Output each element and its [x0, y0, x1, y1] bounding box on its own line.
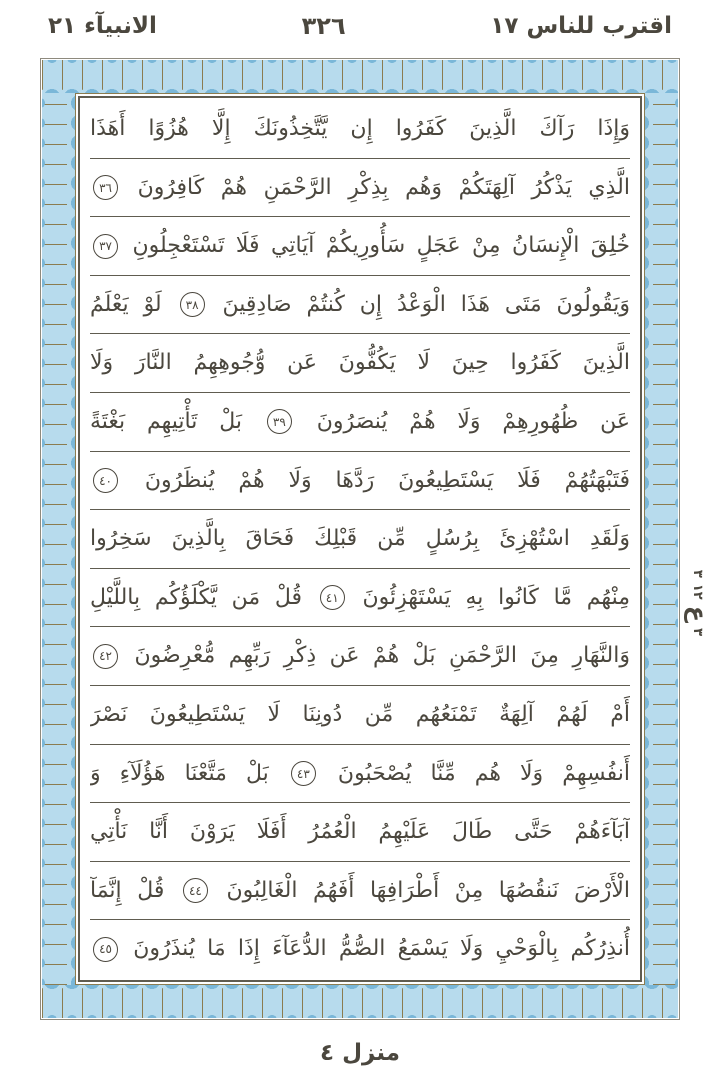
ayah-text: عَن ظُهُورِهِمْ وَلَا هُمْ يُنصَرُونَ: [316, 408, 630, 434]
ayah-text: وَيَقُولُونَ مَتَى هَذَا الْوَعْدُ إِن كُنتُمْ صَادِقِينَ: [222, 291, 630, 317]
quran-line-9: [90, 569, 630, 628]
ayah-text: الَّذِي يَذْكُرُ آلِهَتَكُمْ وَهُم بِذِكْرِ الرَّحْمَنِ هُمْ كَافِرُونَ: [137, 174, 630, 200]
page-footer: [0, 1030, 720, 1076]
quran-line-14: [90, 862, 630, 921]
ruku-count-number: ١٢: [690, 583, 706, 600]
verse-end-marker: ٣٩: [267, 409, 292, 434]
verse-end-marker: ٤١: [320, 585, 345, 610]
ayah-text: آبَآءَهُمْ حَتَّى طَالَ عَلَيْهِمُ الْعُمُرُ أَفَلَا يَرَوْنَ أَنَّا نَأْتِي: [90, 819, 630, 845]
verse-end-marker: ٤٣: [291, 761, 316, 786]
ayah-text: خُلِقَ الْإِنسَانُ مِنْ عَجَلٍ سَأُورِيكُمْ آيَاتِي فَلَا تَسْتَعْجِلُونِ: [132, 233, 630, 259]
ayah-text: قُلْ مَن يَّكْلَؤُكُم بِاللَّيْلِ: [90, 584, 302, 610]
quran-line-12: [90, 745, 630, 804]
verse-end-marker: ٤٥: [93, 937, 118, 962]
quran-line-15: [90, 920, 630, 978]
page-header: [0, 0, 720, 52]
ornamental-frame: [40, 58, 680, 1020]
verse-end-marker: ٤٢: [93, 644, 118, 669]
quran-line-4: [90, 276, 630, 335]
ayah-text: وَالنَّهَارِ مِنَ الرَّحْمَنِ بَلْ هُمْ عَن ذِكْرِ رَبِّهِم مُّعْرِضُونَ: [134, 643, 630, 669]
ayah-text: الْأَرْضَ نَنقُصُهَا مِنْ أَطْرَافِهَا أَفَهُمُ الْغَالِبُونَ: [226, 877, 630, 903]
quran-line-5: [90, 334, 630, 393]
ain-ruku-icon: ع: [684, 605, 712, 623]
manzil-label: منزل ٤: [320, 1040, 400, 1066]
verse-end-marker: ٣٦: [93, 175, 118, 200]
ayah-text: الَّذِينَ كَفَرُوا حِينَ لَا يَكُفُّونَ عَن وُّجُوهِهِمُ النَّارَ وَلَا: [90, 350, 630, 376]
quran-line-11: [90, 686, 630, 745]
ayah-text: أُنذِرُكُم بِالْوَحْيِ وَلَا يَسْمَعُ الصُّمُّ الدُّعَآءَ إِذَا مَا يُنذَرُونَ: [133, 936, 630, 962]
ayah-text: بَلْ مَتَّعْنَا هَؤُلَآءِ وَ: [90, 760, 269, 786]
quran-line-6: [90, 393, 630, 452]
surah-name-label: الانبيآء ٢١: [48, 13, 157, 39]
border-band-right: [644, 93, 678, 985]
ruku-top-number: ٣: [690, 628, 706, 637]
ayah-text: وَإِذَا رَآكَ الَّذِينَ كَفَرُوا إِن يَّتَّخِذُونَكَ إِلَّا هُزُوًا أَهَذَا: [90, 116, 630, 141]
verse-end-marker: ٣٧: [93, 234, 118, 259]
ayah-text: بَلْ تَأْتِيهِم بَغْتَةً: [90, 408, 243, 434]
ayah-text: أَمْ لَهُمْ آلِهَةٌ تَمْنَعُهُم مِّن دُونِنَا لَا يَسْتَطِيعُونَ نَصْرَ: [90, 701, 630, 727]
quran-line-8: [90, 510, 630, 569]
ayah-text: قُلْ إِنَّمَآ: [90, 877, 165, 903]
quran-line-10: [90, 627, 630, 686]
juz-name-label: اقترب للناس ١٧: [490, 13, 672, 39]
page-number: ٣٢٦: [301, 12, 346, 40]
quran-line-2: [90, 159, 630, 218]
verse-end-marker: ٤٤: [183, 878, 208, 903]
quran-text-area: [78, 96, 642, 982]
ayah-text: مِنْهُم مَّا كَانُوا بِهِ يَسْتَهْزِئُونَ: [362, 584, 630, 610]
border-band-bottom: [42, 984, 678, 1018]
quran-line-13: [90, 803, 630, 862]
ayah-text: وَلَقَدِ اسْتُهْزِئَ بِرُسُلٍ مِّن قَبْلِكَ فَحَاقَ بِالَّذِينَ سَخِرُوا: [90, 526, 630, 552]
quran-line-7: [90, 452, 630, 511]
verse-end-marker: ٤٠: [93, 468, 118, 493]
quran-line-3: [90, 217, 630, 276]
border-band-top: [42, 60, 678, 94]
verse-end-marker: ٣٨: [180, 292, 205, 317]
quran-line-1: [90, 100, 630, 159]
border-band-left: [42, 93, 76, 985]
ayah-text: أَنفُسِهِمْ وَلَا هُم مِّنَّا يُصْحَبُونَ: [337, 760, 630, 786]
ayah-text: فَتَبْهَتُهُمْ فَلَا يَسْتَطِيعُونَ رَدَّهَا وَلَا هُمْ يُنظَرُونَ: [144, 467, 630, 493]
ruku-marker: [643, 569, 720, 637]
ayah-text: لَوْ يَعْلَمُ: [90, 291, 162, 317]
ruku-bottom-number: ٣: [690, 569, 706, 578]
